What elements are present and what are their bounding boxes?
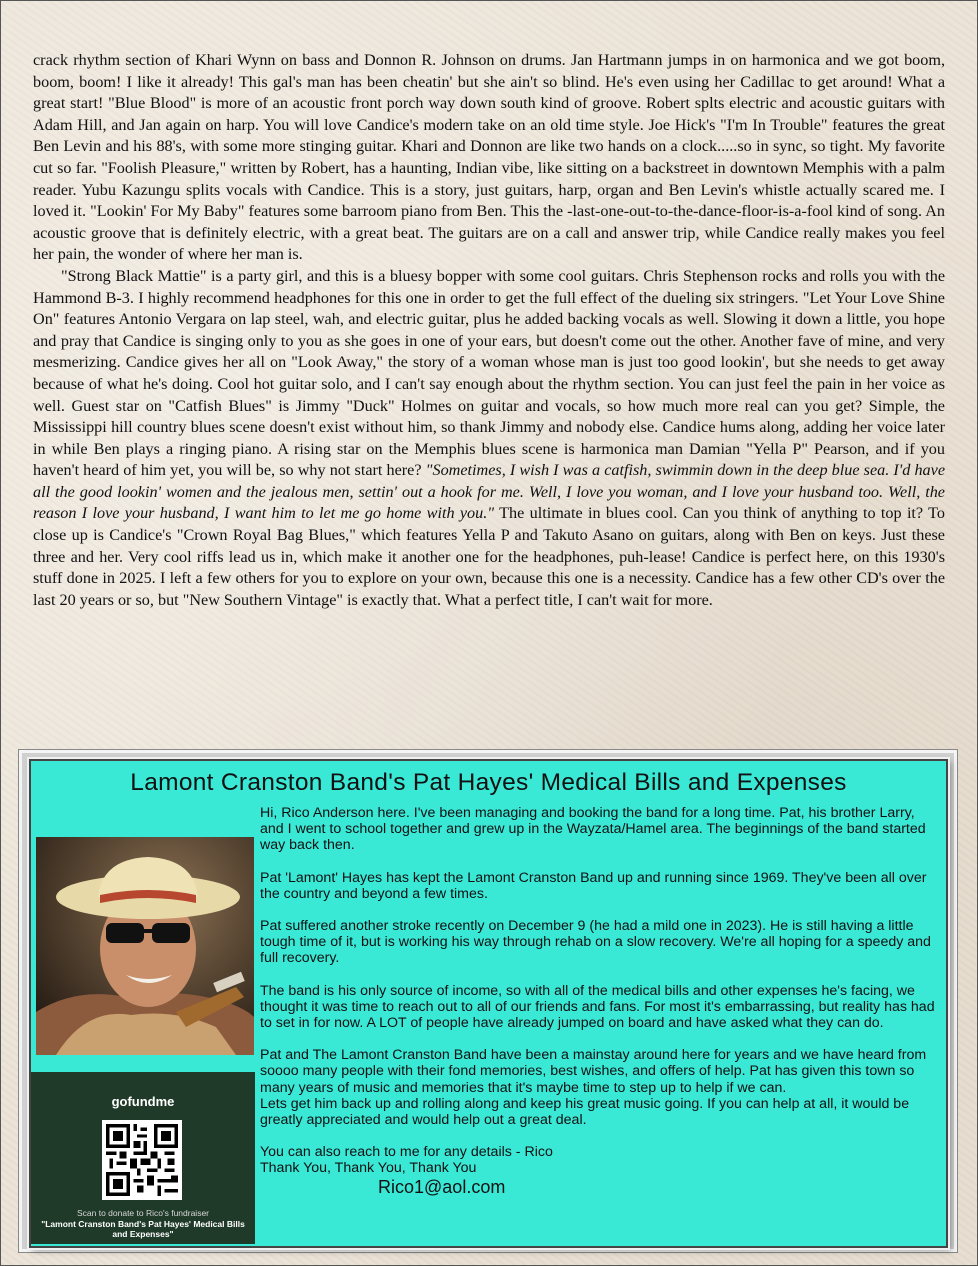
gofundme-caption — [35, 1208, 251, 1240]
gofundme-card[interactable] — [31, 1072, 255, 1244]
fundraiser-paragraph: Pat 'Lamont' Hayes has kept the Lamont Cranston Band up and running since 1969. They've been all over the country and beyond a few times. — [260, 869, 927, 902]
fundraiser-paragraph: The band is his only source of income, so with all of the medical bills and other expenses he's facing, we thought it was time to reach out to all of our friends and fans. For most it's embarrassing, but reality has had to set in for now. A LOT of people have already jumped on board and have asked what they can do. — [260, 982, 935, 1032]
review-article — [33, 50, 945, 611]
qr-code-icon — [106, 1124, 178, 1196]
gofundme-scan-text: Scan to donate to Rico's fundraiser — [76, 1208, 210, 1218]
fundraiser-panel — [29, 759, 948, 1248]
contact-email-link[interactable]: Rico1@aol.com — [378, 1176, 506, 1197]
fundraiser-paragraph: Pat and The Lamont Cranston Band have been a mainstay around here for years and we have heard from soooo many people with their fond memories, best wishes, and offers of help. Pat has given this town so many years of music and memories that it's maybe time to step up to help if we can. Lets get him back up and rolling along and keep his great music going. If you can help at all, it would be greatly appreciated and would help out a great deal. — [260, 1047, 927, 1129]
fundraiser-title: Lamont Cranston Band's Pat Hayes' Medical Bills and Expenses — [130, 769, 847, 796]
fundraiser-paragraph: Pat suffered another stroke recently on December 9 (he had a mild one in 2023). He is still having a little tough time of it, but is working his way through rehab on a slow recovery. We're all hoping for a speedy and full recovery. — [260, 918, 931, 967]
qr-code[interactable] — [102, 1120, 182, 1200]
thank-you-line: Thank You, Thank You, Thank You — [260, 1160, 477, 1177]
review-paragraph — [33, 266, 945, 612]
fundraiser-paragraph: Hi, Rico Anderson here. I've been managing and booking the band for a long time. Pat, his brother Larry, and I went to school together and grew up in the Wayzata/Hamel area. The beginnings of the band started way back then. — [260, 805, 926, 854]
contact-line: You can also reach to me for any details - Rico — [260, 1144, 553, 1161]
gofundme-campaign-name: "Lamont Cranston Band's Pat Hayes' Medical Bills and Expenses" — [41, 1218, 245, 1239]
review-text: "Strong Black Mattie" is a party girl, and this is a bluesy bopper with some cool guitars. Chris Stephenson rocks and rolls you with the Hammond B-3. I highly recommend headphones for this one in order to get the full effect of the dueling six stringers. "Let Your Love Shine On" features Antonio Vergara on lap steel, wah, and electric guitar, plus he added backing vocals as well. Slowing it down a little, you hope and pray that Candice is singing only to you as she goes in one of your ears, but doesn't come out the other. Another fave of mine, and very mesmerizing. Candice gives her all on "Look Away," the story of a woman whose man is just too good lookin', but she needs to get away because of what he's doing. Cool hot guitar solo, and I can't say enough about the rhythm section. You can just feel the pain in her voice as well. Guest star on "Catfish Blues" is Jimmy "Duck" Holmes on guitar and vocals, so how much more real can you get? Simple, the Mississippi hill country blues scene doesn't exist without him, so thank Jimmy and nobody else. Candice hums along, adding her voice later in while Ben plays a ringing piano. A rising star on the Memphis blues scene is harmonica man Damian "Yella P" Pearson, and if you haven't heard of him yet, you will be, so why not start here? — [33, 266, 945, 480]
review-paragraph — [33, 50, 945, 266]
review-text: The ultimate in blues cool. Can you think of anything to top it? To close up is Candice's "Crown Royal Bag Blues," which features Yella P and Takuto Asano on guitars, along with Ben on keys. Just these three and her. Very cool riffs lead us in, which make it another one for the headphones, puh-lease! Candice is perfect here, on this 1930's stuff done in 2025. I left a few others for you to explore on your own, because this one is a necessity. Candice has a few other CD's over the last 20 years or so, but "New Southern Vintage" is exactly that. What a perfect title, I can't wait for more. — [33, 504, 945, 609]
lyric-quote: "Sometimes, I wish I was a catfish, swimmin down in the deep blue sea. I'd have all the good lookin' women and the jealous men, settin' out a hook for me. Well, I love you woman, and I love your husband too. Well, the reason I love your husband, I want him to let me go home with you." — [33, 461, 946, 523]
review-text: crack rhythm section of Khari Wynn on bass and Donnon R. Johnson on drums. Jan Hartmann jumps in on harmonica and we got boom, boom, boom! I like it already! This gal's man has been cheatin' but she ain't so blind. He's even using her Cadillac to get around! What a great start! "Blue Blood" is more of an acoustic front porch way down south kind of groove. Robert splts electric and acoustic guitars with Adam Hill, and Jan again on harp. You will love Candice's modern take on an old time style. Joe Hick's "I'm In Trouble" features the great Ben Levin and his 88's, with some more stinging guitar. Khari and Donnon are like two hands on a clock.....so in sync, so tight. My favorite cut so far. "Foolish Pleasure," written by Robert, has a haunting, Indian vibe, like sitting on a backstreet in downtown Memphis with a palm reader. Yubu Kazungu splits vocals with Candice. This is a story, just guitars, harp, organ and Ben Levin's whistle actually scared me. I loved it. "Lookin' For My Baby" features some barroom piano from Ben. This the -last-one-out-to-the-dance-floor-is-a-fool kind of song. An acoustic groove that is definitely electric, with a great beat. The guitars are on a call and answer trip, while Candice really makes you feel her pain, the wonder of where her man is. — [33, 51, 945, 264]
gofundme-logo: gofundme — [111, 1094, 175, 1109]
portrait-illustration — [36, 837, 254, 1055]
pat-hayes-photo — [36, 837, 254, 1055]
fundraiser-message — [260, 805, 942, 1195]
